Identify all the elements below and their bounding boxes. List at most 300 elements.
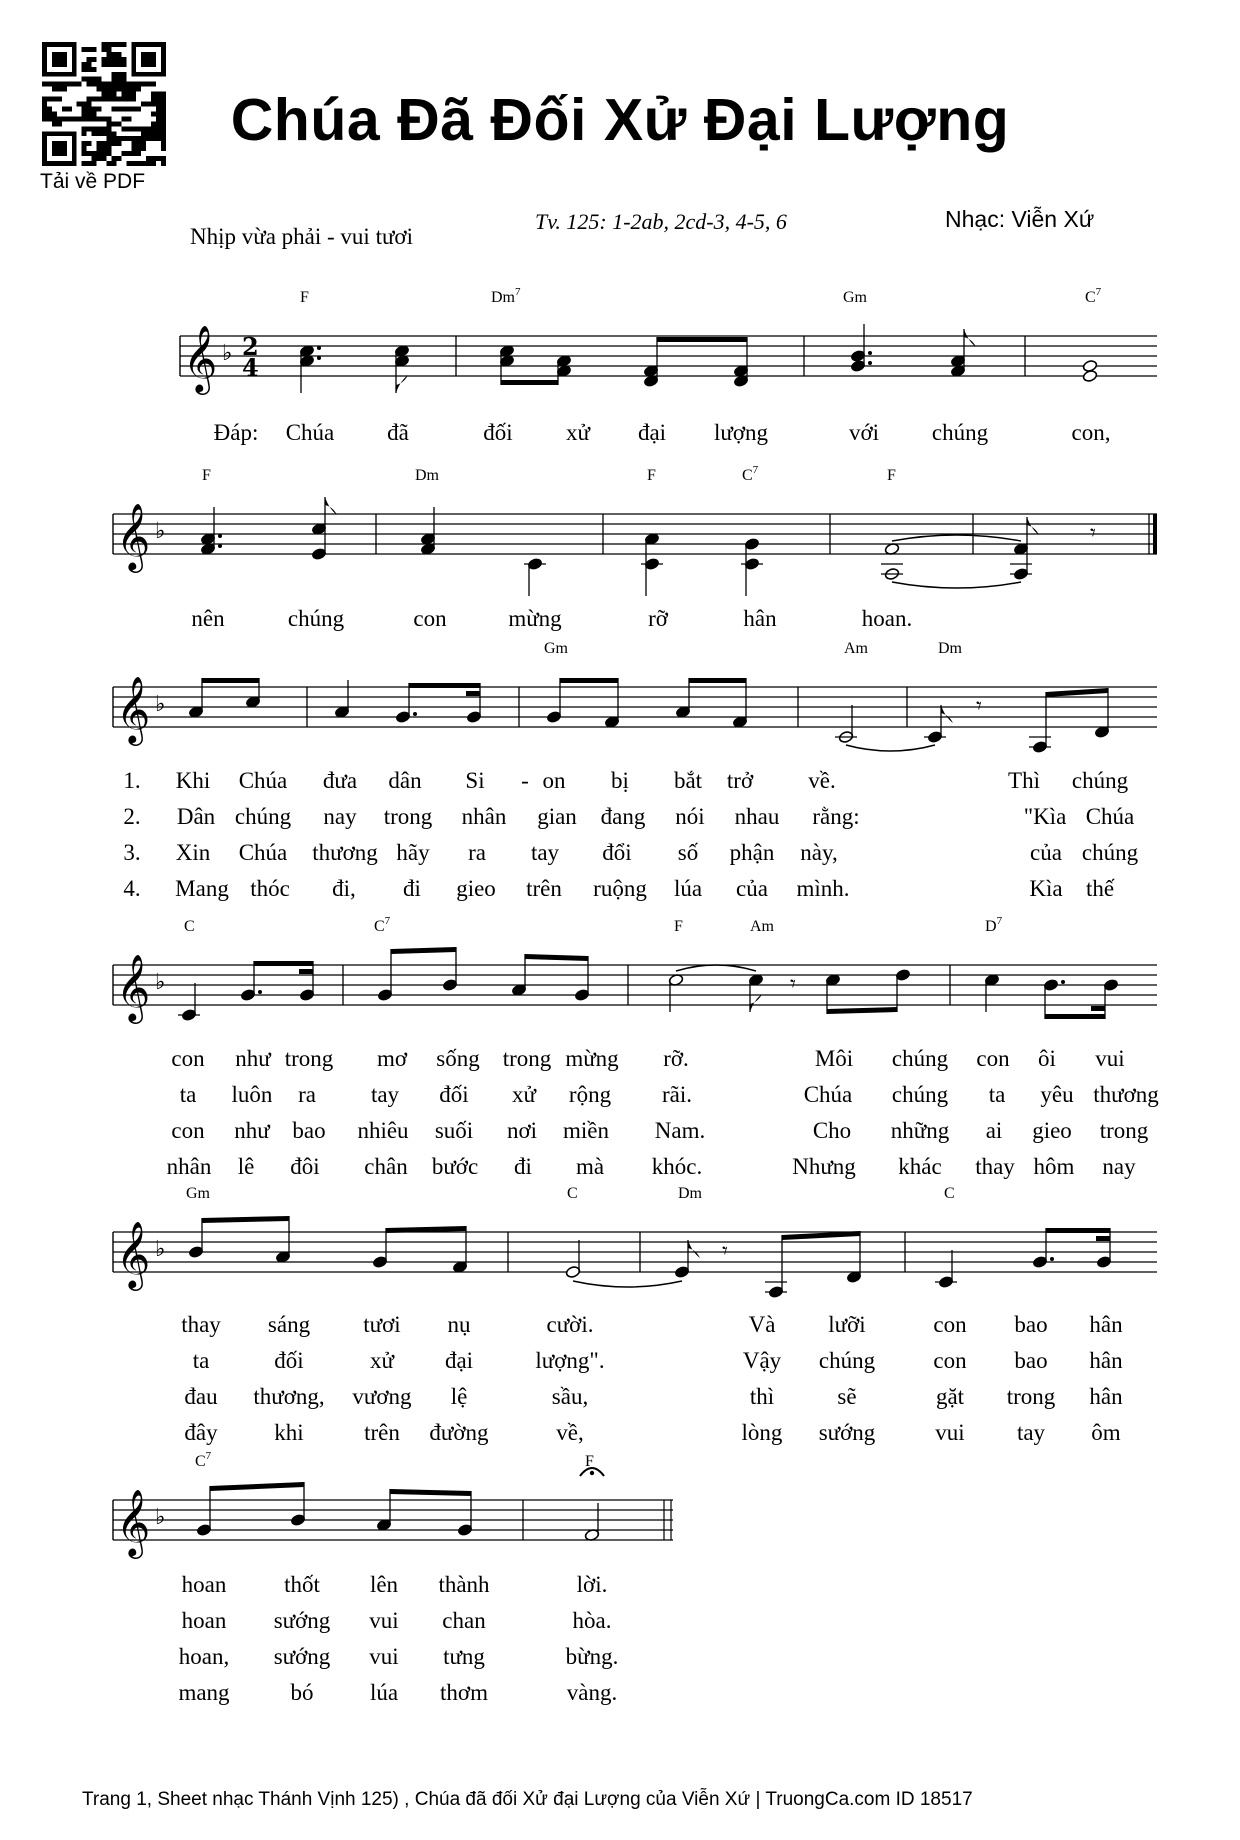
beam [657, 337, 747, 342]
chord-symbol: C [567, 1185, 578, 1202]
lyric-syllable: chúng [234, 804, 292, 829]
note [457, 1491, 473, 1537]
lyric-syllable: bao [1014, 1348, 1048, 1373]
lyric-syllable: 1. [123, 768, 141, 793]
lyric-syllable: đau [184, 1384, 218, 1409]
note [825, 973, 841, 1014]
chord-symbol: $C^7$ [742, 464, 759, 484]
chord-symbol: Dm [415, 467, 439, 484]
lyric-syllable: bắt [673, 768, 703, 793]
beam [827, 1007, 897, 1014]
note [466, 683, 482, 724]
lyric-syllable: chân [364, 1154, 408, 1179]
note [768, 1235, 784, 1299]
lyric-syllable: thay [181, 1312, 221, 1337]
note [275, 1216, 291, 1264]
beam [202, 678, 259, 683]
lyric-syllable: vui [369, 1608, 399, 1633]
augmentation-dot [317, 356, 321, 360]
note [732, 678, 748, 729]
lyric-syllable: 3. [123, 840, 141, 865]
lyric-syllable: rộng [568, 1082, 612, 1107]
lyric-syllable: con [976, 1046, 1010, 1071]
chord-symbol: F [674, 918, 683, 935]
treble-clef-icon: 𝄞 [183, 324, 218, 392]
augmentation-dot [218, 544, 222, 548]
lyric-syllable: hân [1089, 1348, 1123, 1373]
chord-symbol: Gm [186, 1185, 210, 1202]
beam [1045, 1014, 1105, 1019]
tie-slur [892, 582, 1021, 588]
lyric-syllable: đi [514, 1154, 532, 1179]
lyric-syllable: gieo [456, 876, 496, 901]
lyric-syllable: như [235, 1046, 271, 1071]
lyric-syllable: ra [298, 1082, 316, 1107]
lyric-syllable: thương [312, 840, 378, 865]
note [188, 1218, 204, 1259]
lyric-syllable: ruộng [593, 876, 647, 901]
lyric-syllable: đi, [332, 876, 356, 901]
lyric-syllable: với [848, 420, 880, 445]
lyric-syllable: chúng [1081, 840, 1139, 865]
beam [409, 683, 480, 688]
lyric-syllable: lời. [576, 1572, 608, 1597]
lyric-syllable: chúng [818, 1348, 876, 1373]
lyric-syllable: bó [290, 1680, 314, 1705]
lyric-syllable: Vậy [742, 1348, 782, 1373]
chord-symbol: $C^7$ [1085, 286, 1102, 306]
lyric-syllable: gian [537, 804, 577, 829]
lyric-syllable: phận [729, 840, 775, 865]
lyric-syllable: hoan [181, 1608, 227, 1633]
flag [964, 329, 976, 347]
flat-icon: ♭ [155, 519, 166, 544]
lyric-syllable: mang [178, 1680, 230, 1705]
lyric-syllable: rằng: [812, 804, 860, 829]
lyric-syllable: Mang [175, 876, 229, 901]
lyric-syllable: tươi [363, 1312, 401, 1337]
note [290, 1482, 306, 1527]
lyric-syllable: đối [439, 1082, 469, 1107]
lyric-syllable: thay [975, 1154, 1015, 1179]
augmentation-dot [218, 534, 222, 538]
download-pdf-link[interactable]: Tải về PDF [40, 170, 146, 193]
lyric-syllable: sống [436, 1046, 480, 1071]
beam [210, 1482, 304, 1491]
note [499, 344, 515, 385]
note [574, 956, 590, 1002]
lyric-syllable: lệ [450, 1384, 468, 1409]
lyric-syllable: nhân [166, 1154, 212, 1179]
lyric-syllable: vui [935, 1420, 965, 1445]
lyric-syllable: của [736, 876, 768, 901]
chord-symbol: F [300, 289, 309, 306]
note [565, 1240, 581, 1279]
lyric-syllable: on [542, 768, 566, 793]
lyric-syllable: Cho [812, 1118, 852, 1143]
lyric-syllable: khác [898, 1154, 942, 1179]
note [1103, 978, 1119, 1019]
lyric-syllable: trở [726, 768, 754, 793]
note [838, 705, 854, 744]
time-signature-bottom: 4 [242, 353, 259, 382]
flag [941, 705, 953, 723]
lyric-syllable: chúng [287, 606, 345, 631]
note [984, 973, 1000, 1012]
final-barline-thick [1153, 514, 1157, 554]
lyric-syllable: Si [465, 768, 485, 793]
chord-symbol: Dm [678, 1185, 702, 1202]
lyric-syllable: ta [179, 1082, 197, 1107]
lyric-syllable: nay [1102, 1154, 1136, 1179]
beam [202, 1216, 289, 1223]
lyric-syllable: nhiêu [357, 1118, 409, 1143]
chord-symbol: F [887, 467, 896, 484]
note [196, 1486, 212, 1537]
lyric-syllable: sướng [273, 1644, 331, 1669]
lyric-syllable: thì [749, 1384, 775, 1409]
lyric-syllable: của [1030, 840, 1062, 865]
page-footer: Trang 1, Sheet nhạc Thánh Vịnh 125) , Chúa đã đối Xử đại Lượng của Viễn Xứ | TruongCa.com ID 18517 [82, 1789, 973, 1810]
note [927, 705, 953, 744]
lyric-syllable: con [933, 1312, 967, 1337]
lyric-syllable: Và [748, 1312, 776, 1337]
lyric-syllable: nay [323, 804, 357, 829]
treble-clef-icon: 𝄞 [116, 953, 151, 1021]
lyric-syllable: sáng [267, 1312, 311, 1337]
lyric-syllable: ôi [1038, 1046, 1056, 1071]
beam-partial [466, 691, 480, 696]
lyric-syllable: hòa. [572, 1608, 612, 1633]
lyric-syllable: lúa [369, 1680, 399, 1705]
lyric-syllable: hoan, [178, 1644, 230, 1669]
flat-icon: ♭ [155, 1505, 166, 1530]
lyric-syllable: Đáp: [213, 420, 259, 445]
note [452, 1226, 468, 1274]
note [394, 344, 410, 393]
lyric-syllable: trong [1006, 1384, 1056, 1409]
lyric-syllable: 4. [123, 876, 141, 901]
tie-slur [892, 535, 1021, 541]
lyric-syllable: con [171, 1046, 205, 1071]
lyric-syllable: Kìa [1029, 876, 1063, 901]
note [850, 324, 872, 373]
lyric-syllable: hoan [181, 1572, 227, 1597]
lyric-syllable: Chúa [238, 840, 288, 865]
lyric-syllable: tay [370, 1082, 400, 1107]
beam [254, 961, 313, 966]
lyric-syllable: thương [1093, 1082, 1159, 1107]
chord-symbol: Gm [544, 640, 568, 657]
lyric-syllable: rãi. [661, 1082, 693, 1107]
chord-symbol: F [585, 1453, 594, 1470]
lyric-syllable: hân [743, 606, 777, 631]
augmentation-dot [258, 990, 262, 994]
lyric-syllable: đã [387, 420, 409, 445]
lyric-syllable: chan [442, 1608, 486, 1633]
lyric-syllable: thế [1085, 876, 1115, 901]
lyric-syllable: đổi [602, 840, 632, 865]
lyric-syllable: mơ [376, 1046, 408, 1071]
note [1096, 1228, 1112, 1269]
lyric-syllable: lòng [741, 1420, 783, 1445]
lyric-syllable: lê [237, 1154, 255, 1179]
lyric-syllable: thơm [440, 1680, 488, 1705]
note [846, 1231, 862, 1284]
lyric-syllable: trong [284, 1046, 334, 1071]
beam-partial [1096, 1236, 1110, 1241]
beam [1046, 1228, 1110, 1233]
lyric-syllable: xử [512, 1082, 536, 1107]
lyric-syllable: trong [1099, 1118, 1149, 1143]
lyric-syllable: đường [429, 1420, 489, 1445]
flag [396, 375, 408, 393]
note [442, 947, 458, 992]
lyric-syllable: mừng [565, 1046, 619, 1071]
lyric-syllable: ra [468, 840, 486, 865]
lyric-syllable: ta [192, 1348, 210, 1373]
flag [1027, 517, 1039, 535]
note [1094, 688, 1110, 739]
lyric-syllable: mừng [508, 606, 562, 631]
augmentation-dot [868, 351, 872, 355]
lyric-syllable: đối [483, 420, 513, 445]
lyric-syllable: những [890, 1118, 950, 1143]
lyric-syllable: thành [438, 1572, 490, 1597]
chord-symbol: Am [750, 918, 774, 935]
note [744, 537, 760, 596]
lyric-syllable: gieo [1032, 1118, 1072, 1143]
lyric-syllable: nhân [461, 804, 507, 829]
lyric-syllable: Chúa [803, 1082, 853, 1107]
lyric-syllable: đối [274, 1348, 304, 1373]
lyric-syllable: số [677, 840, 699, 865]
lyric-syllable: luôn [231, 1082, 273, 1107]
lyric-syllable: nơi [506, 1118, 538, 1143]
flag [688, 1240, 700, 1258]
eighth-rest-icon: 𝄾 [722, 1239, 728, 1264]
lyric-syllable: con [933, 1348, 967, 1373]
lyric-syllable: - [521, 768, 529, 793]
tie-slur [846, 745, 935, 751]
lyric-syllable: đại [637, 420, 667, 445]
note [372, 1228, 388, 1269]
lyric-syllable: "Kìa [1023, 804, 1067, 829]
chord-symbol: Am [844, 640, 868, 657]
composer-credit: Nhạc: Viễn Xứ [945, 206, 1095, 232]
note [546, 678, 562, 724]
lyric-syllable: rỡ. [663, 1046, 689, 1071]
psalm-reference: Tv. 125: 1-2ab, 2cd-3, 4-5, 6 [535, 209, 787, 234]
lyric-syllable: hôm [1033, 1154, 1075, 1179]
note [604, 678, 620, 729]
chord-symbol: C [184, 918, 195, 935]
lyric-syllable: mình. [796, 876, 850, 901]
lyric-syllable: con [171, 1118, 205, 1143]
chord-symbol: $C^7$ [195, 1450, 212, 1470]
augmentation-dot [1050, 1257, 1054, 1261]
note [556, 354, 572, 385]
lyric-syllable: Chúa [238, 768, 288, 793]
beam [525, 954, 588, 961]
lyric-syllable: Nam. [654, 1118, 706, 1143]
treble-clef-icon: 𝄞 [116, 1488, 151, 1556]
note [584, 1503, 600, 1542]
song-title: Chúa Đã Đối Xử Đại Lượng [230, 87, 1010, 153]
notehead [1082, 359, 1098, 372]
lyric-syllable: xử [566, 420, 590, 445]
lyric-syllable: Chúa [285, 420, 335, 445]
note [299, 961, 315, 1002]
lyric-syllable: đưa [322, 768, 358, 793]
lyric-syllable: gặt [935, 1384, 965, 1409]
eighth-rest-icon: 𝄾 [976, 694, 982, 719]
note [299, 344, 321, 393]
lyric-syllable: 2. [123, 804, 141, 829]
lyric-syllable: đang [600, 804, 646, 829]
chord-symbol: $D^7$ [985, 915, 1003, 935]
lyric-syllable: chúng [891, 1082, 949, 1107]
lyric-syllable: nên [191, 606, 225, 631]
lyric-syllable: Chúa [1085, 804, 1135, 829]
lyric-syllable: tay [1016, 1420, 1046, 1445]
lyric-syllable: tay [530, 840, 560, 865]
note [675, 678, 691, 719]
lyric-syllable: mà [575, 1154, 605, 1179]
flag [325, 497, 337, 515]
lyric-syllable: ôm [1091, 1420, 1121, 1445]
chord-symbol: Dm [938, 640, 962, 657]
fermata-dot [590, 1471, 594, 1475]
lyric-syllable: ta [988, 1082, 1006, 1107]
lyric-syllable: đôi [290, 1154, 320, 1179]
chord-symbol: Gm [843, 289, 867, 306]
flat-icon: ♭ [155, 1237, 166, 1262]
lyric-syllable: trên [526, 876, 562, 901]
note [668, 973, 684, 1012]
time-signature-top: 2 [242, 332, 259, 361]
chord-symbol: $C^7$ [374, 915, 391, 935]
lyric-syllable: yêu [1040, 1082, 1074, 1107]
treble-clef-icon: 𝄞 [116, 1220, 151, 1288]
augmentation-dot [1061, 980, 1065, 984]
lyric-syllable: dân [388, 768, 422, 793]
lyric-syllable: Khi [175, 768, 211, 793]
augmentation-dot [868, 361, 872, 365]
lyric-syllable: Dân [176, 804, 216, 829]
lyric-syllable: sướng [818, 1420, 876, 1445]
note [334, 680, 350, 719]
lyric-syllable: lúa [673, 876, 703, 901]
lyric-syllable: sướng [273, 1608, 331, 1633]
beam [560, 678, 618, 683]
lyric-syllable: bao [1014, 1312, 1048, 1337]
beam-partial [1091, 1006, 1105, 1011]
lyric-syllable: suối [434, 1118, 474, 1143]
lyric-syllable: nụ [447, 1312, 471, 1337]
beam [391, 947, 456, 954]
lyric-syllable: bao [292, 1118, 326, 1143]
lyric-syllable: nói [675, 804, 705, 829]
note [311, 497, 337, 561]
lyric-syllable: trên [364, 1420, 400, 1445]
note [674, 1240, 700, 1279]
eighth-rest-icon: 𝄾 [790, 972, 796, 997]
note [1013, 517, 1039, 581]
lyric-syllable: vui [1095, 1046, 1125, 1071]
lyric-syllable: hân [1089, 1312, 1123, 1337]
lyric-syllable: miền [563, 1118, 609, 1143]
lyric-syllable: đi [403, 876, 421, 901]
tie-slur [573, 1281, 682, 1287]
lyric-syllable: vàng. [566, 1680, 618, 1705]
lyric-syllable: về, [556, 1420, 584, 1445]
augmentation-dot [317, 346, 321, 350]
lyric-syllable: bước [431, 1154, 479, 1179]
beam-partial [299, 969, 313, 974]
lyric-syllable: cười. [546, 1312, 594, 1337]
note [188, 678, 204, 719]
flag [750, 994, 762, 1012]
lyric-syllable: lượng". [535, 1348, 605, 1373]
lyric-syllable: sầu, [551, 1384, 589, 1409]
note [1032, 692, 1048, 754]
beam [689, 678, 746, 683]
lyric-syllable: lượng [713, 420, 769, 445]
chord-symbol: Dm$^7$ [491, 286, 521, 306]
lyric-syllable: này, [800, 840, 838, 865]
note [733, 337, 749, 388]
lyric-syllable: hân [1089, 1384, 1123, 1409]
lyric-syllable: xử [370, 1348, 394, 1373]
lyric-syllable: chúng [931, 420, 989, 445]
lyric-syllable: Thì [1008, 768, 1040, 793]
note [643, 337, 659, 388]
treble-clef-icon: 𝄞 [116, 675, 151, 743]
flat-icon: ♭ [155, 970, 166, 995]
lyric-syllable: bừng. [565, 1644, 619, 1669]
flat-icon: ♭ [155, 692, 166, 717]
beam [1046, 688, 1108, 697]
beam [390, 1489, 471, 1496]
lyric-syllable: trong [383, 804, 433, 829]
chord-symbol: C [944, 1185, 955, 1202]
lyric-syllable: con [413, 606, 447, 631]
lyric-syllable: thương, [253, 1384, 325, 1409]
lyric-syllable: khóc. [651, 1154, 703, 1179]
chord-symbol: F [647, 467, 656, 484]
lyric-syllable: khi [274, 1420, 304, 1445]
lyric-syllable: Nhưng [792, 1154, 856, 1179]
tie-slur [676, 965, 756, 971]
note [884, 542, 900, 580]
lyric-syllable: vui [369, 1644, 399, 1669]
flat-icon: ♭ [222, 341, 233, 366]
eighth-rest-icon: 𝄾 [1090, 521, 1096, 546]
lyric-syllable: Môi [814, 1046, 854, 1071]
lyric-syllable: Xin [175, 840, 211, 865]
note [181, 983, 197, 1022]
note [938, 1250, 954, 1289]
lyric-syllable: trong [502, 1046, 552, 1071]
lyric-syllable: bị [611, 768, 629, 793]
lyric-syllable: nhau [734, 804, 780, 829]
lyric-syllable: sẽ [837, 1384, 857, 1409]
lyric-syllable: chúng [1071, 768, 1129, 793]
lyric-syllable: như [234, 1118, 270, 1143]
lyric-syllable: đây [184, 1420, 218, 1445]
lyric-syllable: hãy [396, 840, 430, 865]
